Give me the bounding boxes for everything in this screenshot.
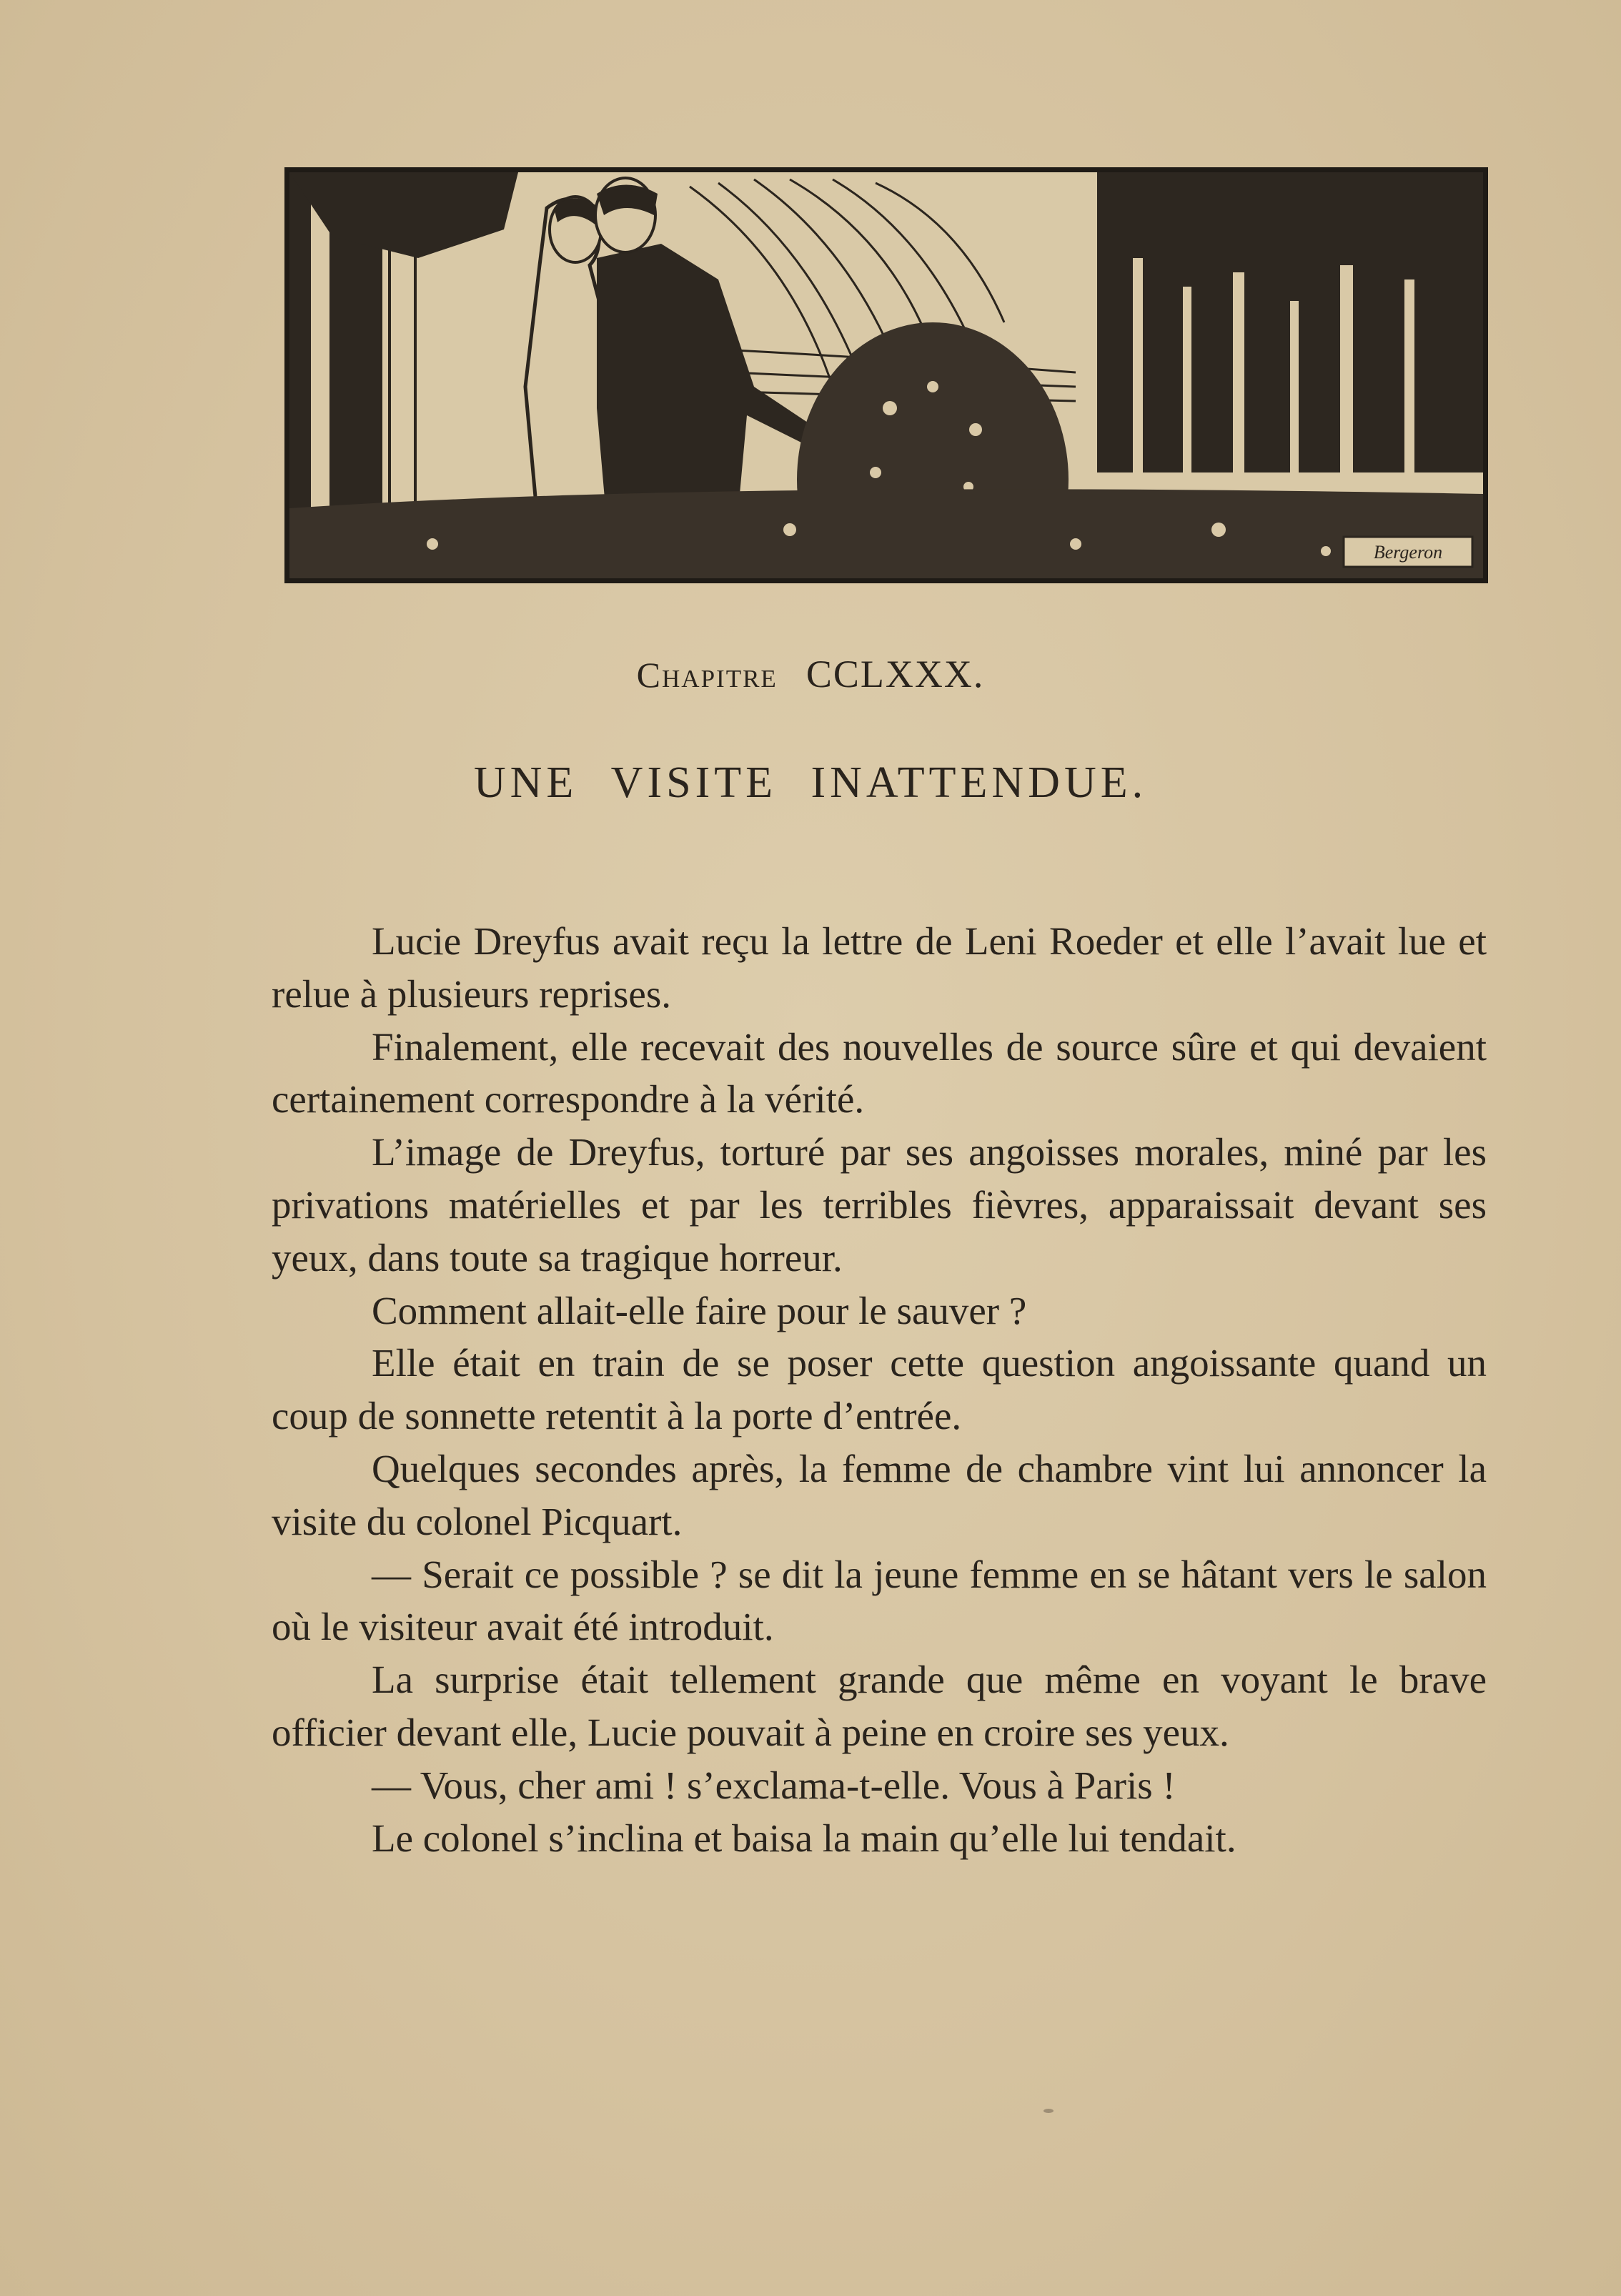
- chapter-word: Chapitre: [636, 655, 778, 695]
- chapter-title: UNE VISITE INATTENDUE.: [473, 758, 1148, 807]
- chapter-heading: [0, 652, 1621, 696]
- paragraph: — Vous, cher ami ! s’exclama-t-elle. Vous à Paris !: [372, 1763, 1176, 1807]
- paragraph: Elle était en train de se poser cette question angoissante quand un coup de sonnette retentit à la porte d’entrée.: [272, 1341, 1487, 1438]
- ink-speck: [1044, 2109, 1054, 2113]
- chapter-number: CCLXXX.: [805, 653, 985, 696]
- woodcut-scene: [289, 172, 1483, 578]
- body-text: [272, 915, 1487, 1864]
- paragraph: Lucie Dreyfus avait reçu la lettre de Leni Roeder et elle l’avait lue et relue à plusieurs reprises.: [272, 919, 1487, 1016]
- paragraph: La surprise était tellement grande que même en voyant le brave officier devant elle, Lucie pouvait à peine en croire ses yeux.: [272, 1658, 1487, 1754]
- chapter-vignette-illustration: [284, 167, 1488, 583]
- paragraph: Le colonel s’inclina et baisa la main qu’elle lui tendait.: [372, 1816, 1236, 1860]
- paragraph: Comment allait-elle faire pour le sauver ?: [372, 1288, 1027, 1332]
- paragraph: Quelques secondes après, la femme de chambre vint lui annoncer la visite du colonel Picquart.: [272, 1446, 1487, 1543]
- paragraph: L’image de Dreyfus, torturé par ses angoisses morales, miné par les privations matérielles et par les terribles fièvres, apparaissait devant ses yeux, dans toute sa tragique horreur.: [272, 1130, 1487, 1280]
- paragraph: Finalement, elle recevait des nouvelles de source sûre et qui devaient certainement correspondre à la vérité.: [272, 1024, 1487, 1122]
- paragraph: — Serait ce possible ? se dit la jeune femme en se hâtant vers le salon où le visiteur avait été introduit.: [272, 1552, 1487, 1649]
- illustration-signature: Bergeron: [1373, 542, 1443, 563]
